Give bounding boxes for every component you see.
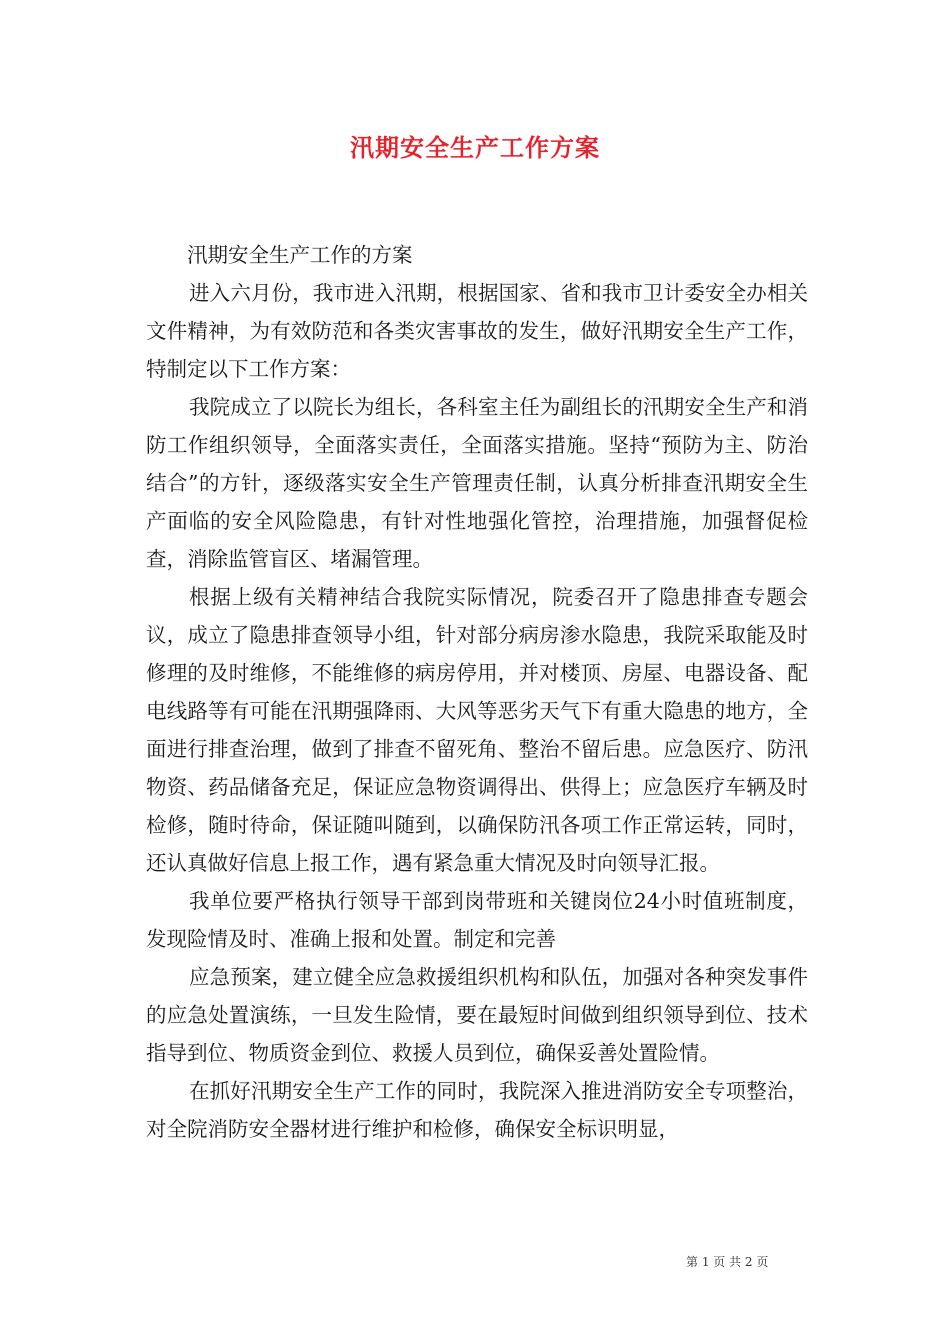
paragraph-subtitle: 汛期安全生产工作的方案 bbox=[187, 243, 413, 267]
paragraph-organization: 我院成立了以院长为组长，各科室主任为副组长的汛期安全生产和消防工作组织领导，全面落实责任，全面落实措施。坚持“预防为主、防治结合”的方针，逐级落实安全生产管理责任制，认真分析排查汛期安全生产面临的安全风险隐患，有针对性地强化管控，治理措施，加强督促检查，消除监管盲区、堵漏管理。 bbox=[146, 395, 808, 571]
paragraph-hazard-inspection: 根据上级有关精神结合我院实际情况，院委召开了隐患排查专题会议，成立了隐患排查领导小组，针对部分病房渗水隐患，我院采取能及时修理的及时维修，不能维修的病房停用，并对楼顶、房屋、电器设备、配电线路等有可能在汛期强降雨、大风等恶劣天气下有重大隐患的地方，全面进行排查治理，做到了排查不留死角、整治不留后患。应急医疗、防汛物资、药品储备充足，保证应急物资调得出、供得上；应急医疗车辆及时检修，随时待命，保证随叫随到，以确保防汛各项工作正常运转，同时，还认真做好信息上报工作，遇有紧急重大情况及时向领导汇报。 bbox=[146, 585, 808, 875]
paragraph-emergency-plan: 应急预案，建立健全应急救援组织机构和队伍，加强对各种突发事件的应急处置演练，一旦发生险情，要在最短时间做到组织领导到位、技术指导到位、物质资金到位、救援人员到位，确保妥善处置险情。 bbox=[146, 965, 808, 1065]
paragraph-duty-system: 我单位要严格执行领导干部到岗带班和关键岗位24小时值班制度，发现险情及时、准确上报和处置。制定和完善 bbox=[146, 889, 808, 951]
paragraph-intro: 进入六月份，我市进入汛期，根据国家、省和我市卫计委安全办相关文件精神，为有效防范和各类灾害事故的发生，做好汛期安全生产工作，特制定以下工作方案： bbox=[146, 281, 808, 381]
document-title: 汛期安全生产工作方案 bbox=[350, 133, 600, 162]
page-number: 第 1 页 共 2 页 bbox=[686, 1255, 769, 1269]
document-body bbox=[146, 236, 808, 1148]
paragraph-fire-safety: 在抓好汛期安全生产工作的同时，我院深入推进消防安全专项整治，对全院消防安全器材进行维护和检修，确保安全标识明显， bbox=[146, 1079, 808, 1141]
